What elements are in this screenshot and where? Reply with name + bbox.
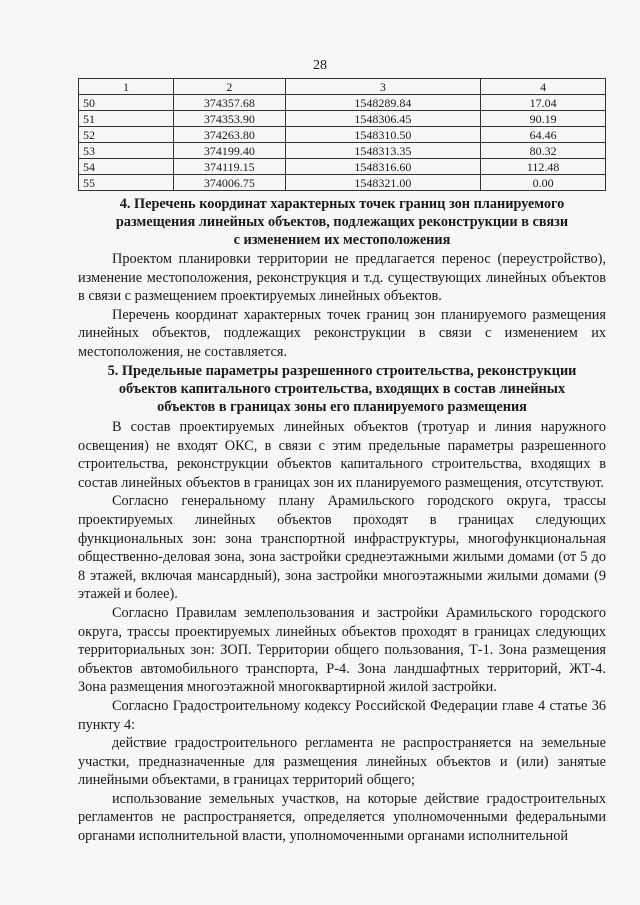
table-row <box>79 159 606 175</box>
table-cell: 374357.68 <box>174 95 286 111</box>
page-number: 28 <box>313 58 327 73</box>
table-cell: 374353.90 <box>174 111 286 127</box>
table-cell: 374119.15 <box>174 159 286 175</box>
table-cell: 53 <box>79 143 174 159</box>
paragraph: В состав проектируемых линейных объектов (тротуар и линия наружного освещения) не входят ОКС, в связи с этим предельные параметры разрешенного строительства, реконструкции объектов капитального строительства, входящих в состав линейных объектов в границах зон их планируемого размещения, отсутствуют. <box>78 419 606 491</box>
table-header-cell: 3 <box>285 79 481 95</box>
paragraph: Согласно Градостроительному кодексу Российской Федерации главе 4 статье 36 пункту 4: <box>78 697 606 733</box>
heading-line: 4. Перечень координат характерных точек границ зон планируемого <box>119 196 565 212</box>
table-cell: 50 <box>79 95 174 111</box>
table-row <box>79 127 606 143</box>
table-cell: 90.19 <box>481 111 606 127</box>
section-4-heading <box>100 195 584 249</box>
table-cell: 55 <box>79 175 174 191</box>
section-4-body <box>78 250 606 362</box>
table-cell: 374199.40 <box>174 143 286 159</box>
paragraph: действие градостроительного регламента не распространяется на земельные участки, предназначенные для размещения линейных объектов и (или) занятые линейными объектами, в границах территорий общего; <box>78 735 606 789</box>
table-cell: 1548321.00 <box>285 175 481 191</box>
table-cell: 51 <box>79 111 174 127</box>
heading-line: размещения линейных объектов, подлежащих реконструкции в связи <box>115 214 569 230</box>
table-cell: 1548306.45 <box>285 111 481 127</box>
heading-line: 5. Предельные параметры разрешенного строительства, реконструкции <box>107 363 577 379</box>
table-header-row <box>79 79 606 95</box>
paragraph: Проектом планировки территории не предлагается перенос (переустройство), изменение местоположения, реконструкция и т.д. существующих линейных объектов в связи с размещением проектируемых линейных объектов. <box>78 251 606 305</box>
table-header-cell: 4 <box>481 79 606 95</box>
table-cell: 1548313.35 <box>285 143 481 159</box>
heading-line: с изменением их местоположения <box>233 232 451 248</box>
paragraph: Согласно Правилам землепользования и застройки Арамильского городского округа, трассы проектируемых линейных объектов проходят в границах следующих территориальных зон: ЗОП. Территории общего пользования, Т-1. Зона размещения объектов автомобильного транспорта, Р-4. Зона ландшафтных территорий, ЖТ-4. Зона размещения многоэтажной многоквартирной жилой застройки. <box>78 604 606 696</box>
table-row <box>79 175 606 191</box>
table-cell: 54 <box>79 159 174 175</box>
section-5-heading <box>100 362 584 416</box>
table-row <box>79 111 606 127</box>
table-cell: 52 <box>79 127 174 143</box>
table-cell: 1548310.50 <box>285 127 481 143</box>
table-cell: 374263.80 <box>174 127 286 143</box>
table-header-cell: 1 <box>79 79 174 95</box>
table-header-cell: 2 <box>174 79 286 95</box>
paragraph: Согласно генеральному плану Арамильского городского округа, трассы проектируемых линейных объектов проходят в границах следующих функциональных зон: зона транспортной инфраструктуры, многофункциональная общественно-деловая зона, зона застройки среднеэтажными жилыми домами (от 5 до 8 этажей, включая мансардный), зона застройки многоэтажными жилыми домами (9 этажей и более). <box>78 493 606 603</box>
table-cell: 374006.75 <box>174 175 286 191</box>
heading-line: объектов в границах зоны его планируемого размещения <box>157 399 527 415</box>
table-row <box>79 95 606 111</box>
coordinates-table <box>78 78 606 191</box>
table-cell: 1548289.84 <box>285 95 481 111</box>
table-cell: 64.46 <box>481 127 606 143</box>
heading-line: объектов капитального строительства, входящих в состав линейных <box>118 381 566 397</box>
paragraph: Перечень координат характерных точек границ зон планируемого размещения линейных объектов, подлежащих реконструкции в связи с изменением их местоположения, не составляется. <box>78 306 606 360</box>
table-cell: 1548316.60 <box>285 159 481 175</box>
table-cell: 80.32 <box>481 143 606 159</box>
table-cell: 112.48 <box>481 159 606 175</box>
table-cell: 0.00 <box>481 175 606 191</box>
section-5-body <box>78 418 606 846</box>
table-cell: 17.04 <box>481 95 606 111</box>
paragraph: использование земельных участков, на которые действие градостроительных регламентов не распространяется, определяется уполномоченными федеральными органами исполнительной власти, уполномоченными органами исполнительной <box>78 790 606 845</box>
table-row <box>79 143 606 159</box>
